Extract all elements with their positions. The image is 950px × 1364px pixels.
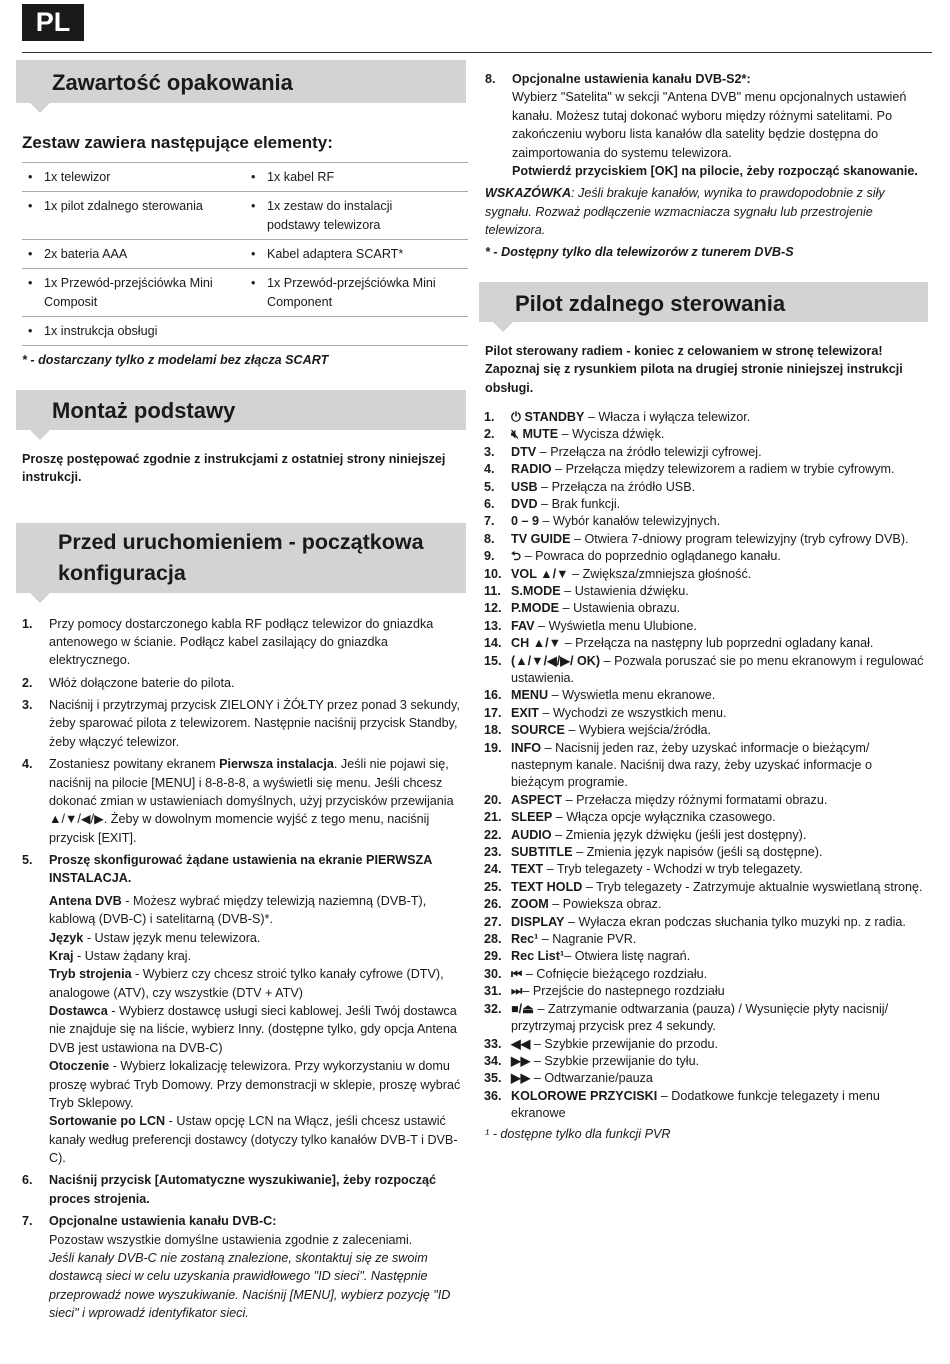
list-item: 12. P.MODE – Ustawienia obrazu.: [484, 601, 681, 616]
list-item: 26. ZOOM – Powieksza obraz.: [484, 897, 662, 912]
list-item: 10. VOL ▲/▼ – Zwiększa/zmniejsza głośność.: [484, 566, 752, 581]
list-item: 7. 0 – 9 – Wybór kanałów telewizyjnych.: [484, 514, 721, 529]
list-item: 14. CH ▲/▼ – Przełącza na następny lub poprzedni ogladany kanał.: [484, 636, 874, 651]
list-item: 2x bateria AAA: [44, 246, 128, 261]
list-item: 33. ◀◀ – Szybkie przewijanie do przodu.: [484, 1036, 718, 1051]
button-icon: 🔇︎: [511, 427, 523, 442]
list-item: 20. ASPECT – Przełacza między różnymi formatami obrazu.: [484, 792, 828, 807]
section-title: Pilot zdalnego sterowania: [515, 290, 786, 316]
list-item: 2. Włóż dołączone baterie do pilota.: [22, 675, 235, 690]
remote-intro: Pilot sterowany radiem - koniec z celowaniem w stronę telewizora! Zapoznaj się z rysunkiem pilota na drugiej stronie niniejszej instrukcji obsługi.: [485, 343, 903, 395]
section-title: Przed uruchomieniem - początkowa: [58, 529, 424, 554]
list-item: 18. SOURCE – Wybiera wejścia/źródła.: [484, 723, 712, 738]
button-icon: ▶▶: [511, 1053, 534, 1068]
list-item: 1x Przewód-przejściówka Mini Composit: [44, 276, 213, 309]
list-item: 29. Rec List¹– Otwiera listę nagrań.: [484, 949, 691, 964]
list-item: 8. Opcjonalne ustawienia kanału DVB-S2*: Wybierz "Satelita" w sekcji "Antena DVB" menu opcjonalnych ustawień kanału. Możesz tutaj dokonać wyboru między różnymi satelitami. Po zakończeniu wyboru lista kanałów dla satelity będzie dostępna do zaimportowania do systemu telewizora. Potwierdź przyciskiem [OK] na pilocie, żeby rozpocząć skanowanie.: [485, 72, 918, 178]
list-item: 21. SLEEP – Włącza opcje wyłącznika czasowego.: [484, 810, 776, 825]
list-item: 27. DISPLAY – Wyłacza ekran podczas słuchania tylko muzyki np. z radia.: [484, 914, 906, 929]
list-item: 1x instrukcja obsługi: [44, 324, 158, 339]
list-item: Kabel adaptera SCART*: [267, 246, 404, 261]
list-item: 35. ▶▶ – Odtwarzanie/pauza: [484, 1071, 653, 1086]
list-item: 36. KOLOROWE PRZYCISKI – Dodatkowe funkcje telegazety i menu ekranowe: [484, 1088, 880, 1121]
pvr-footnote: ¹ - dostępne tylko dla funkcji PVR: [485, 1126, 671, 1141]
section-banner-stand: [16, 390, 466, 430]
list-item: 24. TEXT – Tryb telegazety - Wchodzi w tryb telegazety.: [484, 862, 803, 877]
button-icon: ⏻: [511, 409, 525, 424]
list-item: 30. ⏮ – Cofnięcie bieżącego rozdziału.: [484, 966, 708, 981]
table-row: • 1x instrukcja obsługi: [22, 317, 468, 346]
setup-steps: [22, 615, 466, 1323]
button-icon: ⏭: [511, 984, 523, 999]
list-item: 5. USB – Przełącza na źródło USB.: [484, 479, 696, 494]
remote-buttons-list: [484, 409, 928, 1123]
button-icon: ⮌: [511, 549, 525, 564]
section-title: Zawartość opakowania: [52, 70, 293, 95]
list-item: 13. FAV – Wyświetla menu Ulubione.: [484, 618, 697, 633]
section-banner-remote: [479, 282, 928, 322]
list-item: 1x Przewód-przejściówka Mini Component: [267, 276, 436, 309]
list-item: 8. TV GUIDE – Otwiera 7-dniowy program telewizyjny (tryb cyfrowy DVB).: [484, 531, 909, 546]
list-item: 34. ▶▶ – Szybkie przewijanie do tyłu.: [484, 1053, 700, 1068]
list-item: 1. Przy pomocy dostarczonego kabla RF podłącz telewizor do gniazdka antenowego w ścianie. Podłącz kabel zasilający do gniazdka elektrycznego.: [22, 616, 434, 668]
stand-text: Proszę postępować zgodnie z instrukcjami z ostatniej strony niniejszej instrukcji.: [22, 451, 446, 485]
table-row: • 1x Przewód-przejściówka Mini Composit • 1x Przewód-przejściówka Mini Component: [22, 269, 468, 317]
list-item: 7. Opcjonalne ustawienia kanału DVB-C: Pozostaw wszystkie domyślne ustawienia zgodnie z zaleceniami. Jeśli kanały DVB-C nie zostaną znalezione, skontaktuj się ze swoim dostawcą sieci w celu uzyskania prawidłowego "ID sieci". Następnie przeprowadź nowe wyszukiwanie. Naciśnij [MENU], wybierz pozycję "ID sieci" i wprowadź identyfikator sieci.: [22, 1214, 451, 1321]
list-item: 1x kabel RF: [267, 169, 335, 184]
button-icon: ◀◀: [511, 1036, 534, 1051]
section-banner-setup: [16, 523, 466, 593]
list-item: 1x telewizor: [44, 169, 111, 184]
list-item: 32. ■/⏏ – Zatrzymanie odtwarzania (pauza) / Wysunięcie płyty nacisnij/ przytrzymaj przycisk prez 4 sekundy.: [484, 1001, 889, 1034]
list-item: 6. DVD – Brak funkcji.: [484, 496, 621, 511]
table-row: • 1x telewizor • 1x kabel RF: [22, 162, 468, 191]
list-item: 3. DTV – Przełącza na źródło telewizji cyfrowej.: [484, 444, 762, 459]
list-item: 5. Proszę skonfigurować żądane ustawienia na ekranie PIERWSZA INSTALACJA. Antena DVB - Możesz wybrać między telewizją naziemną (DVB-T), kablową (DVB-C) i satelitarną (DVB-S)*. Język - Ustaw język menu telewizora. Kraj - Ustaw żądany kraj. Tryb strojenia - Wybierz czy chcesz stroić tylko kanały cyfrowe (DTV), analogowe (ATV), czy wszystkie (DTV + ATV) Dostawca - Wybierz dostawcę usługi sieci kablowej. Jeśli Twój dostawca nie znajduje się na liście, wybierz Inny. (dostępne tylko, gdy opcja Antena DVB jest ustawiona na DVB-C) Otoczenie - Wybierz lokalizację telewizora. Przy wykorzystaniu w domu proszę wybrać Tryb Domowy. Przy demonstracji w sklepie, proszę wybrać Tryb Sklepowy. Sortowanie po LCN - Ustaw opcję LCN na Włącz, jeśli chcesz ustawić kanały według preferencji dostawcy (dotyczy tylko kanałów DVB-T i DVB-C).: [22, 851, 466, 1167]
section-banner-package: [16, 60, 466, 103]
list-item: 2. 🔇︎ MUTE – Wycisza dźwięk.: [484, 427, 665, 442]
list-item: 1x zestaw do instalacji podstawy telewizora: [267, 199, 393, 232]
package-subtitle: Zestaw zawiera następujące elementy:: [22, 133, 333, 152]
setup-steps-continued: [485, 70, 928, 180]
list-item: 23. SUBTITLE – Zmienia język napisów (jeśli są dostępne).: [484, 845, 823, 860]
list-item: 4. RADIO – Przełącza między telewizorem a radiem w trybie cyfrowym.: [484, 462, 895, 477]
list-item: 6. Naciśnij przycisk [Automatyczne wyszukiwanie], żeby rozpocząć proces strojenia.: [22, 1173, 437, 1206]
language-badge: PL: [22, 4, 84, 41]
hint: WSKAZÓWKA: Jeśli brakuje kanałów, wynika to prawdopodobnie z siły sygnału. Rozważ podłączenie wzmacniacza sygnału lub przestrojenie telewizora.: [485, 186, 885, 237]
header-rule: [22, 52, 932, 53]
list-item: 19. INFO – Nacisnij jeden raz, żeby uzyskać informacje o bieżącym/ nastepnym kanale. Naciśnij dwa razy, żeby uzyskać informacje o bieżącym programie.: [484, 740, 872, 790]
list-item: 16. MENU – Wyswietla menu ekranowe.: [484, 688, 716, 703]
list-item: 4. Zostaniesz powitany ekranem Pierwsza instalacja. Jeśli nie pojawi się, naciśnij na pilocie [MENU] i 8-8-8-8, a wyświetli się menu. Jeśli chcesz dokonać zmian w ustawieniach domyślnych, użyj przycisków przewijania ▲/▼/◀/▶. Żeby w dowolnym momencie wyjść z tego menu, naciśnij przycisk [EXIT].: [22, 757, 454, 845]
left-column: [16, 60, 466, 1326]
button-icon: ⏮: [511, 966, 526, 981]
list-item: 1x pilot zdalnego sterowania: [44, 199, 203, 214]
section-title: Montaż podstawy: [52, 397, 236, 423]
package-note: * - dostarczany tylko z modelami bez złącza SCART: [22, 353, 329, 368]
list-item: 9. ⮌ – Powraca do poprzednio oglądanego kanału.: [484, 549, 781, 564]
setup-options: Antena DVB - Możesz wybrać między telewizją naziemną (DVB-T), kablową (DVB-C) i satelitarną (DVB-S)*. Język - Ustaw język menu telewizora. Kraj - Ustaw żądany kraj. Tryb strojenia - Wybierz czy chcesz stroić tylko kanały cyfrowe (DTV), analogowe (ATV), czy wszystkie (DTV + ATV) Dostawca - Wybierz dostawcę usługi sieci kablowej. Jeśli Twój dostawca nie znajduje się na liście, wybierz Inny. (dostępne tylko, gdy opcja Antena DVB jest ustawiona na DVB-C) Otoczenie - Wybierz lokalizację telewizora. Przy wykorzystaniu w domu proszę wybrać Tryb Domowy. Przy demonstracji w sklepie, proszę wybrać Tryb Sklepowy. Sortowanie po LCN - Ustaw opcję LCN na Włącz, jeśli chcesz ustawić kanały według preferencji dostawcy (dotyczy tylko kanałów DVB-T i DVB-C).: [49, 893, 461, 1166]
list-item: 25. TEXT HOLD – Tryb telegazety - Zatrzymuje aktualnie wyswietlaną stronę.: [484, 879, 923, 894]
hint-note: * - Dostępny tylko dla telewizorów z tunerem DVB-S: [485, 245, 794, 260]
table-row: • 1x pilot zdalnego sterowania • 1x zestaw do instalacji podstawy telewizora: [22, 192, 468, 240]
list-item: 1. ⏻ STANDBY – Włacza i wyłącza telewizor.: [484, 409, 751, 424]
list-item: 31. ⏭– Przejście do nastepnego rozdziału: [484, 984, 725, 999]
right-column: [479, 70, 928, 1143]
package-contents-table: [22, 162, 468, 347]
list-item: 22. AUDIO – Zmienia język dźwięku (jeśli jest dostępny).: [484, 827, 807, 842]
table-row: • 2x bateria AAA • Kabel adaptera SCART*: [22, 239, 468, 268]
section-title-line2: konfiguracja: [58, 560, 186, 585]
list-item: 17. EXIT – Wychodzi ze wszystkich menu.: [484, 705, 727, 720]
list-item: 15. (▲/▼/◀/▶/ OK) – Pozwala poruszać sie po menu ekranowym i regulować ustawienia.: [484, 653, 924, 685]
button-icon: ■/⏏: [511, 1001, 538, 1016]
list-item: 11. S.MODE – Ustawienia dźwięku.: [484, 583, 689, 598]
button-icon: ▶▶: [511, 1071, 534, 1086]
list-item: 28. Rec¹ – Nagranie PVR.: [484, 932, 637, 947]
list-item: 3. Naciśnij i przytrzymaj przycisk ZIELONY i ŻÓŁTY przez ponad 3 sekundy, żeby sparować pilota z telewizorem. Następnie naciśnij przycisk Standby, żeby włączyć telewizor.: [22, 698, 460, 749]
